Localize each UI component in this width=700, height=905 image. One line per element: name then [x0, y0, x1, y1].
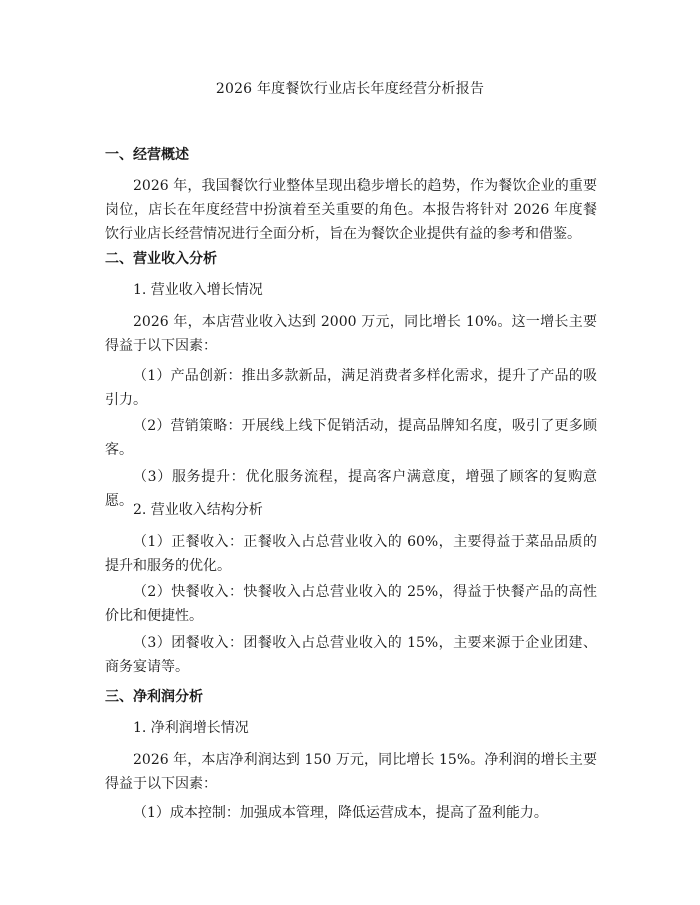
section-heading-net-profit: 三、净利润分析 [105, 689, 203, 705]
document-title: 2026 年度餐饮行业店长年度经营分析报告 [215, 81, 485, 97]
subheading-net-profit-growth: 1. 净利润增长情况 [133, 720, 249, 736]
section-heading-revenue: 二、营业收入分析 [105, 251, 217, 267]
subheading-revenue-growth: 1. 营业收入增长情况 [133, 282, 263, 298]
subheading-revenue-structure: 2. 营业收入结构分析 [133, 502, 263, 518]
list-item-dinner-revenue: （1）正餐收入：正餐收入占总营业收入的 60%，主要得益于菜品品质的提升和服务的优化。 [105, 534, 597, 574]
list-item-marketing-strategy: （2）营销策略：开展线上线下促销活动，提高品牌知名度，吸引了更多顾客。 [105, 418, 597, 458]
list-item-fastfood-revenue: （2）快餐收入：快餐收入占总营业收入的 25%，得益于快餐产品的高性价比和便捷性。 [105, 584, 597, 624]
paragraph-revenue-growth: 2026 年，本店营业收入达到 2000 万元，同比增长 10%。这一增长主要得益于以下因素： [105, 314, 597, 354]
list-item-service-improvement: （3）服务提升：优化服务流程，提高客户满意度，增强了顾客的复购意愿。 [105, 469, 597, 509]
section-heading-overview: 一、经营概述 [105, 147, 189, 163]
list-item-product-innovation: （1）产品创新：推出多款新品，满足消费者多样化需求，提升了产品的吸引力。 [105, 368, 597, 408]
paragraph-overview: 2026 年，我国餐饮行业整体呈现出稳步增长的趋势，作为餐饮企业的重要岗位，店长在年度经营中扮演着至关重要的角色。本报告将针对 2026 年度餐饮行业店长经营情况进行全面分析，旨在为餐饮企业提供有益的参考和借鉴。 [105, 178, 597, 242]
paragraph-net-profit-growth: 2026 年，本店净利润达到 150 万元，同比增长 15%。净利润的增长主要得益于以下因素： [105, 752, 597, 792]
list-item-cost-control: （1）成本控制：加强成本管理，降低运营成本，提高了盈利能力。 [133, 805, 548, 821]
list-item-group-meal-revenue: （3）团餐收入：团餐收入占总营业收入的 15%，主要来源于企业团建、商务宴请等。 [105, 635, 597, 675]
